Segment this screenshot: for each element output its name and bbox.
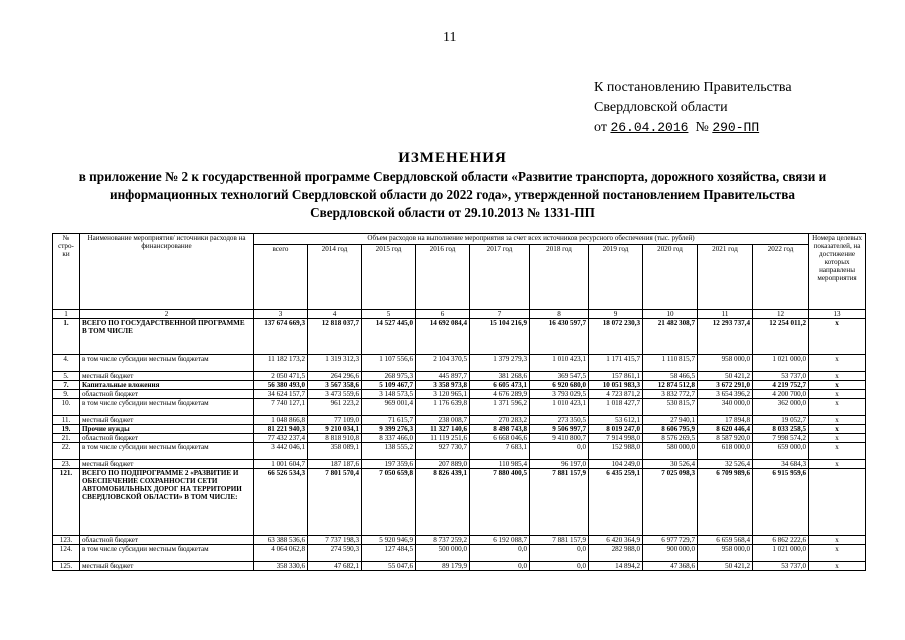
value-cell: 4 200 700,0 (753, 390, 809, 399)
value-cell: 900 000,0 (643, 545, 698, 562)
value-cell: 6 977 729,7 (643, 536, 698, 545)
value-cell: 47 682,1 (308, 562, 362, 571)
target-cell: х (809, 425, 866, 434)
value-cell: 53 737,0 (753, 562, 809, 571)
row-name-cell: областной бюджет (80, 390, 254, 399)
value-cell: 58 466,5 (643, 372, 698, 381)
value-cell: 127 484,5 (362, 545, 416, 562)
value-cell: 55 047,6 (362, 562, 416, 571)
value-cell: 14 894,2 (589, 562, 643, 571)
header-year-2019: 2019 год (589, 245, 643, 310)
value-cell: 961 223,2 (308, 399, 362, 416)
value-cell: 958 000,0 (698, 545, 753, 562)
value-cell: 1 171 415,7 (589, 355, 643, 372)
value-cell: 7 737 198,3 (308, 536, 362, 545)
value-cell: 50 421,2 (698, 372, 753, 381)
value-cell: 927 730,7 (416, 443, 470, 460)
value-cell: 207 889,0 (416, 460, 470, 469)
value-cell: 30 526,4 (643, 460, 698, 469)
row-name-cell: Капитальные вложения (80, 381, 254, 390)
value-cell: 264 296,6 (308, 372, 362, 381)
value-cell: 0,0 (530, 545, 589, 562)
value-cell: 1 010 423,1 (530, 399, 589, 416)
value-cell: 1 001 604,7 (254, 460, 308, 469)
row-name-cell: местный бюджет (80, 372, 254, 381)
row-number-cell: 1. (53, 319, 80, 355)
value-cell: 7 880 400,5 (470, 469, 530, 536)
row-number-cell: 19. (53, 425, 80, 434)
table-row (53, 545, 866, 562)
resolution-number: 290-ПП (712, 120, 760, 135)
column-number: 6 (416, 310, 470, 319)
target-cell: х (809, 372, 866, 381)
header-year-2015: 2015 год (362, 245, 416, 310)
value-cell: 7 025 098,3 (643, 469, 698, 536)
column-number: 1 (53, 310, 80, 319)
value-cell: 1 021 000,0 (753, 355, 809, 372)
value-cell: 12 818 037,7 (308, 319, 362, 355)
column-number: 8 (530, 310, 589, 319)
header-year-2017: 2017 год (470, 245, 530, 310)
value-cell: 369 547,5 (530, 372, 589, 381)
table-row (53, 416, 866, 425)
header-year-2020: 2020 год (643, 245, 698, 310)
row-number-cell: 10. (53, 399, 80, 416)
value-cell: 1 021 000,0 (753, 545, 809, 562)
value-cell: 0,0 (530, 562, 589, 571)
value-cell: 1 048 866,8 (254, 416, 308, 425)
value-cell: 9 210 034,1 (308, 425, 362, 434)
value-cell: 19 052,7 (753, 416, 809, 425)
value-cell: 56 380 493,0 (254, 381, 308, 390)
header-volume: Объем расходов на выполнение мероприятия за счет всех источников ресурсного обеспечения (тыс. рублей) (254, 234, 809, 245)
table-row (53, 536, 866, 545)
value-cell: 268 975,3 (362, 372, 416, 381)
header-year-2021: 2021 год (698, 245, 753, 310)
value-cell: 1 319 312,3 (308, 355, 362, 372)
header-year-2016: 2016 год (416, 245, 470, 310)
value-cell: 6 420 364,9 (589, 536, 643, 545)
value-cell: 4 723 871,2 (589, 390, 643, 399)
value-cell: 6 192 088,7 (470, 536, 530, 545)
value-cell: 11 327 140,6 (416, 425, 470, 434)
row-name-cell: в том числе субсидии местным бюджетам (80, 399, 254, 416)
value-cell: 270 283,2 (470, 416, 530, 425)
row-name-cell: Прочие нужды (80, 425, 254, 434)
header-name: Наименование мероприятия/ источники расходов на финансирование (80, 234, 254, 310)
value-cell: 89 179,9 (416, 562, 470, 571)
value-cell: 4 219 752,7 (753, 381, 809, 390)
value-cell: 3 793 029,5 (530, 390, 589, 399)
value-cell: 53 737,0 (753, 372, 809, 381)
page-number: 11 (443, 30, 457, 45)
value-cell: 8 826 439,1 (416, 469, 470, 536)
value-cell: 34 684,3 (753, 460, 809, 469)
value-cell: 50 421,2 (698, 562, 753, 571)
table-row (53, 434, 866, 443)
target-cell: х (809, 536, 866, 545)
value-cell: 96 197,0 (530, 460, 589, 469)
number-prefix: № (695, 120, 709, 135)
value-cell: 1 379 279,3 (470, 355, 530, 372)
value-cell: 2 104 370,5 (416, 355, 470, 372)
row-number-cell: 4. (53, 355, 80, 372)
row-number-cell: 5. (53, 372, 80, 381)
value-cell: 5 920 946,9 (362, 536, 416, 545)
value-cell: 6 915 959,6 (753, 469, 809, 536)
value-cell: 2 050 471,5 (254, 372, 308, 381)
value-cell: 77 432 237,4 (254, 434, 308, 443)
table-row (53, 390, 866, 399)
value-cell: 6 862 222,6 (753, 536, 809, 545)
value-cell: 6 920 680,0 (530, 381, 589, 390)
row-name-cell: местный бюджет (80, 562, 254, 571)
value-cell: 618 000,0 (698, 443, 753, 460)
value-cell: 137 674 669,3 (254, 319, 308, 355)
row-name-cell: местный бюджет (80, 416, 254, 425)
target-cell: х (809, 319, 866, 355)
value-cell: 6 668 046,6 (470, 434, 530, 443)
value-cell: 66 526 534,3 (254, 469, 308, 536)
value-cell: 3 358 973,8 (416, 381, 470, 390)
value-cell: 3 148 573,5 (362, 390, 416, 399)
value-cell: 21 482 308,7 (643, 319, 698, 355)
target-cell: х (809, 416, 866, 425)
value-cell: 12 293 737,4 (698, 319, 753, 355)
row-number-cell: 9. (53, 390, 80, 399)
value-cell: 7 050 659,8 (362, 469, 416, 536)
value-cell: 8 606 795,9 (643, 425, 698, 434)
row-name-cell: ВСЕГО ПО ПОДПРОГРАММЕ 2 «РАЗВИТИЕ И ОБЕСПЕЧЕНИЕ СОХРАННОСТИ СЕТИ АВТОМОБИЛЬНЫХ ДОРОГ НА ТЕРРИТОРИИ СВЕРДЛОВСКОЙ ОБЛАСТИ» В ТОМ ЧИСЛЕ: (80, 469, 254, 536)
target-cell: х (809, 390, 866, 399)
target-cell: х (809, 545, 866, 562)
value-cell: 47 368,6 (643, 562, 698, 571)
value-cell: 71 615,7 (362, 416, 416, 425)
column-number: 11 (698, 310, 753, 319)
value-cell: 0,0 (470, 562, 530, 571)
appendix-line-2: Свердловской области (594, 100, 728, 115)
value-cell: 1 010 423,1 (530, 355, 589, 372)
value-cell: 81 221 940,3 (254, 425, 308, 434)
header-row-no: № стро-ки (53, 234, 80, 310)
column-number: 12 (753, 310, 809, 319)
row-number-cell: 22. (53, 443, 80, 460)
value-cell: 282 988,0 (589, 545, 643, 562)
column-number: 2 (80, 310, 254, 319)
value-cell: 1 371 596,2 (470, 399, 530, 416)
column-number: 10 (643, 310, 698, 319)
appendix-date-line (594, 118, 792, 138)
column-number: 9 (589, 310, 643, 319)
value-cell: 8 019 247,0 (589, 425, 643, 434)
value-cell: 8 033 258,5 (753, 425, 809, 434)
value-cell: 6 659 568,4 (698, 536, 753, 545)
target-cell: х (809, 562, 866, 571)
appendix-block (594, 78, 792, 138)
value-cell: 8 818 910,8 (308, 434, 362, 443)
value-cell: 500 000,0 (416, 545, 470, 562)
value-cell: 197 359,6 (362, 460, 416, 469)
header-year-2018: 2018 год (530, 245, 589, 310)
value-cell: 6 709 989,6 (698, 469, 753, 536)
value-cell: 8 620 446,4 (698, 425, 753, 434)
column-number: 5 (362, 310, 416, 319)
table-row (53, 372, 866, 381)
table-row (53, 469, 866, 536)
value-cell: 8 337 466,0 (362, 434, 416, 443)
value-cell: 27 940,1 (643, 416, 698, 425)
value-cell: 1 176 639,8 (416, 399, 470, 416)
value-cell: 152 988,0 (589, 443, 643, 460)
value-cell: 580 000,0 (643, 443, 698, 460)
value-cell: 358 330,6 (254, 562, 308, 571)
column-number: 13 (809, 310, 866, 319)
value-cell: 659 000,0 (753, 443, 809, 460)
value-cell: 138 555,2 (362, 443, 416, 460)
row-number-cell: 7. (53, 381, 80, 390)
value-cell: 5 109 467,7 (362, 381, 416, 390)
value-cell: 1 107 556,6 (362, 355, 416, 372)
value-cell: 530 815,7 (643, 399, 698, 416)
value-cell: 9 506 997,7 (530, 425, 589, 434)
value-cell: 3 567 358,6 (308, 381, 362, 390)
row-number-cell: 124. (53, 545, 80, 562)
target-cell: х (809, 434, 866, 443)
value-cell: 53 612,1 (589, 416, 643, 425)
value-cell: 4 676 289,9 (470, 390, 530, 399)
row-number-cell: 21. (53, 434, 80, 443)
value-cell: 445 897,7 (416, 372, 470, 381)
value-cell: 14 527 445,0 (362, 319, 416, 355)
row-name-cell: местный бюджет (80, 460, 254, 469)
row-name-cell: в том числе субсидии местным бюджетам (80, 355, 254, 372)
value-cell: 273 350,5 (530, 416, 589, 425)
target-cell: х (809, 443, 866, 460)
value-cell: 12 254 011,2 (753, 319, 809, 355)
value-cell: 3 654 396,2 (698, 390, 753, 399)
target-cell: х (809, 355, 866, 372)
value-cell: 17 894,8 (698, 416, 753, 425)
value-cell: 9 399 276,3 (362, 425, 416, 434)
value-cell: 362 000,0 (753, 399, 809, 416)
value-cell: 381 268,6 (470, 372, 530, 381)
row-name-cell: в том числе субсидии местным бюджетам (80, 443, 254, 460)
value-cell: 4 064 062,8 (254, 545, 308, 562)
row-number-cell: 123. (53, 536, 80, 545)
value-cell: 1 110 815,7 (643, 355, 698, 372)
value-cell: 15 104 216,9 (470, 319, 530, 355)
value-cell: 11 182 173,2 (254, 355, 308, 372)
table-row (53, 425, 866, 434)
value-cell: 157 861,1 (589, 372, 643, 381)
value-cell: 7 740 127,1 (254, 399, 308, 416)
row-name-cell: ВСЕГО ПО ГОСУДАРСТВЕННОЙ ПРОГРАММЕ В ТОМ ЧИСЛЕ (80, 319, 254, 355)
value-cell: 3 120 965,1 (416, 390, 470, 399)
value-cell: 104 249,0 (589, 460, 643, 469)
row-number-cell: 121. (53, 469, 80, 536)
value-cell: 7 881 157,9 (530, 536, 589, 545)
value-cell: 0,0 (470, 545, 530, 562)
table-row (53, 460, 866, 469)
value-cell: 14 692 084,4 (416, 319, 470, 355)
value-cell: 110 985,4 (470, 460, 530, 469)
row-name-cell: в том числе субсидии местным бюджетам (80, 545, 254, 562)
value-cell: 8 576 269,5 (643, 434, 698, 443)
value-cell: 9 410 800,7 (530, 434, 589, 443)
header-total: всего (254, 245, 308, 310)
row-number-cell: 11. (53, 416, 80, 425)
row-name-cell: областной бюджет (80, 536, 254, 545)
value-cell: 16 430 597,7 (530, 319, 589, 355)
target-cell: х (809, 399, 866, 416)
value-cell: 77 109,0 (308, 416, 362, 425)
row-name-cell: областной бюджет (80, 434, 254, 443)
header-target: Номера целевых показателей, на достижение которых направлены мероприятия (809, 234, 866, 310)
row-number-cell: 23. (53, 460, 80, 469)
column-number: 4 (308, 310, 362, 319)
date-prefix: от (594, 120, 607, 135)
table-row (53, 381, 866, 390)
table-row (53, 399, 866, 416)
value-cell: 187 187,6 (308, 460, 362, 469)
value-cell: 7 998 574,2 (753, 434, 809, 443)
value-cell: 3 672 291,0 (698, 381, 753, 390)
document-title: ИЗМЕНЕНИЯ (398, 150, 507, 166)
value-cell: 7 683,1 (470, 443, 530, 460)
document-subtitle: в приложение № 2 к государственной программе Свердловской области «Развитие транспорта, дорожного хозяйства, связи и информационных технологий Свердловской области до 2022 года», утвержденной постановлением Правительства Свердловской области от 29.10.2013 № 1331-ПП (78, 169, 827, 220)
value-cell: 969 001,4 (362, 399, 416, 416)
value-cell: 7 914 998,0 (589, 434, 643, 443)
value-cell: 8 587 920,0 (698, 434, 753, 443)
row-number-cell: 125. (53, 562, 80, 571)
value-cell: 3 442 046,1 (254, 443, 308, 460)
column-number: 7 (470, 310, 530, 319)
value-cell: 8 498 743,8 (470, 425, 530, 434)
appendix-line-1: К постановлению Правительства (594, 80, 792, 95)
target-cell (809, 469, 866, 536)
value-cell: 0,0 (530, 443, 589, 460)
target-cell: х (809, 460, 866, 469)
value-cell: 7 801 570,4 (308, 469, 362, 536)
value-cell: 8 737 259,2 (416, 536, 470, 545)
value-cell: 6 605 473,1 (470, 381, 530, 390)
value-cell: 34 624 157,7 (254, 390, 308, 399)
value-cell: 274 590,3 (308, 545, 362, 562)
table-row (53, 355, 866, 372)
value-cell: 12 874 512,8 (643, 381, 698, 390)
value-cell: 6 435 259,1 (589, 469, 643, 536)
value-cell: 3 473 559,6 (308, 390, 362, 399)
value-cell: 32 526,4 (698, 460, 753, 469)
value-cell: 7 881 157,9 (530, 469, 589, 536)
value-cell: 10 051 983,3 (589, 381, 643, 390)
value-cell: 18 072 230,3 (589, 319, 643, 355)
resolution-date: 26.04.2016 (610, 120, 689, 135)
expenditure-table (52, 233, 866, 571)
value-cell: 958 000,0 (698, 355, 753, 372)
value-cell: 340 000,0 (698, 399, 753, 416)
value-cell: 3 832 772,7 (643, 390, 698, 399)
table-row (53, 319, 866, 355)
value-cell: 238 008,7 (416, 416, 470, 425)
value-cell: 358 089,1 (308, 443, 362, 460)
column-number-row (53, 310, 866, 319)
target-cell: х (809, 381, 866, 390)
column-number: 3 (254, 310, 308, 319)
table-row (53, 562, 866, 571)
value-cell: 11 119 251,6 (416, 434, 470, 443)
header-year-2022: 2022 год (753, 245, 809, 310)
value-cell: 63 388 536,6 (254, 536, 308, 545)
table-row (53, 443, 866, 460)
value-cell: 1 018 427,7 (589, 399, 643, 416)
header-year-2014: 2014 год (308, 245, 362, 310)
